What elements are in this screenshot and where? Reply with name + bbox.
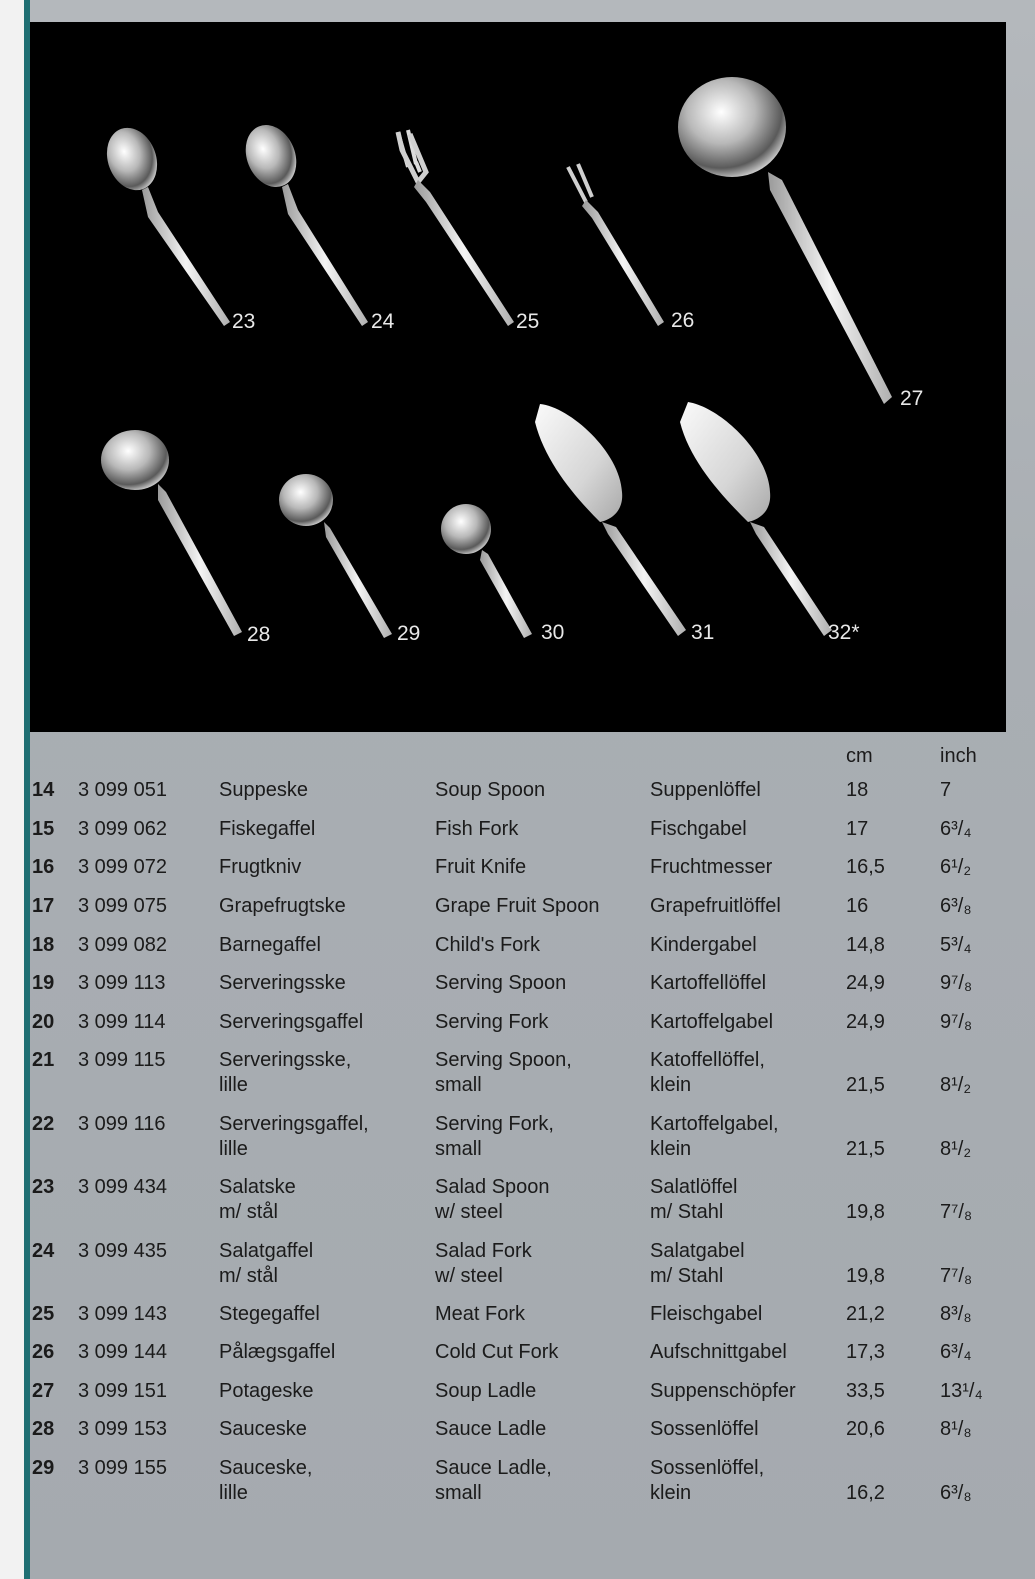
length-inch: 9⁷/₈ <box>940 1011 973 1033</box>
photo-label-24: 24 <box>371 310 395 333</box>
name-de-line2: m/ Stahl <box>650 1265 724 1287</box>
length-cm: 14,8 <box>846 934 885 956</box>
item-number: 25 <box>32 1303 55 1325</box>
length-cm: 24,9 <box>846 1011 885 1033</box>
name-en: Salad Spoon <box>435 1176 550 1198</box>
article-number: 3 099 075 <box>78 895 167 917</box>
name-da: Serveringsske, <box>219 1049 352 1071</box>
item-number: 17 <box>32 895 55 917</box>
cutlery-illustration <box>30 22 1006 732</box>
cutlery-photo <box>30 22 1006 732</box>
name-en-line2: small <box>435 1138 482 1160</box>
name-de: Suppenschöpfer <box>650 1380 796 1402</box>
article-number: 3 099 116 <box>78 1113 166 1135</box>
name-en: Serving Spoon, <box>435 1049 572 1071</box>
length-cm: 33,5 <box>846 1380 885 1402</box>
photo-label-31: 31 <box>691 621 715 644</box>
name-en: Soup Ladle <box>435 1380 537 1402</box>
name-de: Kartoffelgabel <box>650 1011 774 1033</box>
article-number: 3 099 113 <box>78 972 166 994</box>
name-da: Stegegaffel <box>219 1303 320 1325</box>
item-number: 21 <box>32 1049 55 1071</box>
length-inch: 6³/₈ <box>940 1482 972 1504</box>
name-en: Salad Fork <box>435 1240 532 1262</box>
length-cm: 16,2 <box>846 1482 885 1504</box>
article-number: 3 099 144 <box>78 1341 167 1363</box>
name-da: Sauceske, <box>219 1457 313 1479</box>
photo-label-27: 27 <box>900 387 924 410</box>
name-da: Sauceske <box>219 1418 307 1440</box>
article-number: 3 099 051 <box>78 779 167 801</box>
item-number: 20 <box>32 1011 55 1033</box>
name-de: Fleischgabel <box>650 1303 763 1325</box>
item-29-sauce-ladle-small-image <box>279 474 392 638</box>
item-27-ladle-image <box>678 77 892 404</box>
header-cm: cm <box>846 745 873 767</box>
name-da-line2: lille <box>219 1138 248 1160</box>
name-de: Fischgabel <box>650 818 747 840</box>
article-number: 3 099 155 <box>78 1457 167 1479</box>
item-number: 15 <box>32 818 55 840</box>
length-cm: 20,6 <box>846 1418 885 1440</box>
item-number: 22 <box>32 1113 55 1135</box>
name-en: Grape Fruit Spoon <box>435 895 600 917</box>
length-inch: 8¹/₈ <box>940 1418 972 1440</box>
item-31-cake-server-image <box>535 404 686 636</box>
name-de: Fruchtmesser <box>650 856 773 878</box>
article-number: 3 099 072 <box>78 856 167 878</box>
name-en-line2: small <box>435 1074 482 1096</box>
article-number: 3 099 115 <box>78 1049 166 1071</box>
length-cm: 21,5 <box>846 1074 885 1096</box>
item-32-cake-server-image <box>680 402 832 636</box>
name-en: Serving Fork <box>435 1011 549 1033</box>
item-number: 27 <box>32 1380 55 1402</box>
length-inch: 13¹/₄ <box>940 1380 983 1402</box>
name-en: Sauce Ladle <box>435 1418 547 1440</box>
length-cm: 21,2 <box>846 1303 885 1325</box>
length-inch: 9⁷/₈ <box>940 972 973 994</box>
name-de: Kartoffellöffel <box>650 972 767 994</box>
name-de: Katoffellöffel, <box>650 1049 765 1071</box>
length-inch: 7 <box>940 779 952 801</box>
name-de: Kartoffelgabel, <box>650 1113 779 1135</box>
name-da: Fiskegaffel <box>219 818 316 840</box>
item-number: 28 <box>32 1418 55 1440</box>
name-da: Frugtkniv <box>219 856 302 878</box>
length-inch: 6³/₈ <box>940 895 972 917</box>
name-da-line2: m/ stål <box>219 1265 278 1287</box>
photo-label-32: 32* <box>828 621 860 644</box>
photo-label-25: 25 <box>516 310 540 333</box>
length-inch: 8¹/₂ <box>940 1074 972 1096</box>
name-en-line2: w/ steel <box>435 1265 503 1287</box>
name-de: Aufschnittgabel <box>650 1341 787 1363</box>
name-da: Salatgaffel <box>219 1240 314 1262</box>
item-23-spoon-image <box>99 121 230 326</box>
item-30-spoon-image <box>441 504 532 638</box>
article-number: 3 099 062 <box>78 818 167 840</box>
length-cm: 16 <box>846 895 869 917</box>
name-da: Serveringsgaffel, <box>219 1113 369 1135</box>
length-inch: 6³/₄ <box>940 818 972 840</box>
name-en: Sauce Ladle, <box>435 1457 552 1479</box>
name-en-line2: w/ steel <box>435 1201 503 1223</box>
item-number: 14 <box>32 779 55 801</box>
article-number: 3 099 082 <box>78 934 167 956</box>
article-number: 3 099 435 <box>78 1240 167 1262</box>
length-cm: 19,8 <box>846 1201 885 1223</box>
article-number: 3 099 151 <box>78 1380 167 1402</box>
photo-label-23: 23 <box>232 310 256 333</box>
photo-label-29: 29 <box>397 622 421 645</box>
length-cm: 17 <box>846 818 869 840</box>
length-cm: 21,5 <box>846 1138 885 1160</box>
name-de: Kindergabel <box>650 934 757 956</box>
item-number: 19 <box>32 972 55 994</box>
item-number: 26 <box>32 1341 55 1363</box>
name-da: Pålægsgaffel <box>219 1341 336 1363</box>
name-da-line2: lille <box>219 1482 248 1504</box>
item-24-spoon-image <box>237 117 368 326</box>
length-inch: 6¹/₂ <box>940 856 972 878</box>
name-da: Grapefrugtske <box>219 895 346 917</box>
name-de-line2: klein <box>650 1482 692 1504</box>
item-number: 29 <box>32 1457 55 1479</box>
name-de-line2: klein <box>650 1138 692 1160</box>
article-number: 3 099 153 <box>78 1418 167 1440</box>
name-de: Suppenlöffel <box>650 779 761 801</box>
length-cm: 18 <box>846 779 869 801</box>
name-en: Fruit Knife <box>435 856 527 878</box>
name-en: Child's Fork <box>435 934 540 956</box>
photo-label-28: 28 <box>247 623 271 646</box>
header-inch: inch <box>940 745 977 767</box>
length-inch: 7⁷/₈ <box>940 1201 973 1223</box>
name-da: Salatske <box>219 1176 296 1198</box>
name-de: Grapefruitlöffel <box>650 895 781 917</box>
article-number: 3 099 434 <box>78 1176 167 1198</box>
name-da: Suppeske <box>219 779 308 801</box>
name-en: Meat Fork <box>435 1303 526 1325</box>
name-da-line2: m/ stål <box>219 1201 278 1223</box>
length-inch: 7⁷/₈ <box>940 1265 973 1287</box>
article-number: 3 099 143 <box>78 1303 167 1325</box>
name-en: Soup Spoon <box>435 779 546 801</box>
length-cm: 17,3 <box>846 1341 885 1363</box>
name-de: Salatlöffel <box>650 1176 738 1198</box>
length-inch: 8³/₈ <box>940 1303 972 1325</box>
item-25-fork-image <box>398 130 514 326</box>
name-da: Serveringsske <box>219 972 346 994</box>
photo-label-30: 30 <box>541 621 565 644</box>
name-de-line2: klein <box>650 1074 692 1096</box>
photo-label-26: 26 <box>671 309 695 332</box>
name-en: Serving Spoon <box>435 972 567 994</box>
name-de: Sossenlöffel <box>650 1418 759 1440</box>
name-de-line2: m/ Stahl <box>650 1201 724 1223</box>
name-de: Sossenlöffel, <box>650 1457 765 1479</box>
item-28-sauce-ladle-image <box>101 430 242 636</box>
name-da-line2: lille <box>219 1074 248 1096</box>
item-number: 18 <box>32 934 55 956</box>
length-inch: 8¹/₂ <box>940 1138 972 1160</box>
name-en: Fish Fork <box>435 818 519 840</box>
article-number: 3 099 114 <box>78 1011 166 1033</box>
name-de: Salatgabel <box>650 1240 745 1262</box>
name-en: Serving Fork, <box>435 1113 554 1135</box>
item-26-fork-image <box>568 164 664 326</box>
name-en-line2: small <box>435 1482 482 1504</box>
length-cm: 19,8 <box>846 1265 885 1287</box>
item-number: 23 <box>32 1176 55 1198</box>
name-da: Serveringsgaffel <box>219 1011 364 1033</box>
length-cm: 16,5 <box>846 856 885 878</box>
name-da: Potageske <box>219 1380 314 1402</box>
length-cm: 24,9 <box>846 972 885 994</box>
item-number: 24 <box>32 1240 55 1262</box>
length-inch: 6³/₄ <box>940 1341 972 1363</box>
length-inch: 5³/₄ <box>940 934 972 956</box>
item-number: 16 <box>32 856 55 878</box>
name-da: Barnegaffel <box>219 934 321 956</box>
name-en: Cold Cut Fork <box>435 1341 559 1363</box>
